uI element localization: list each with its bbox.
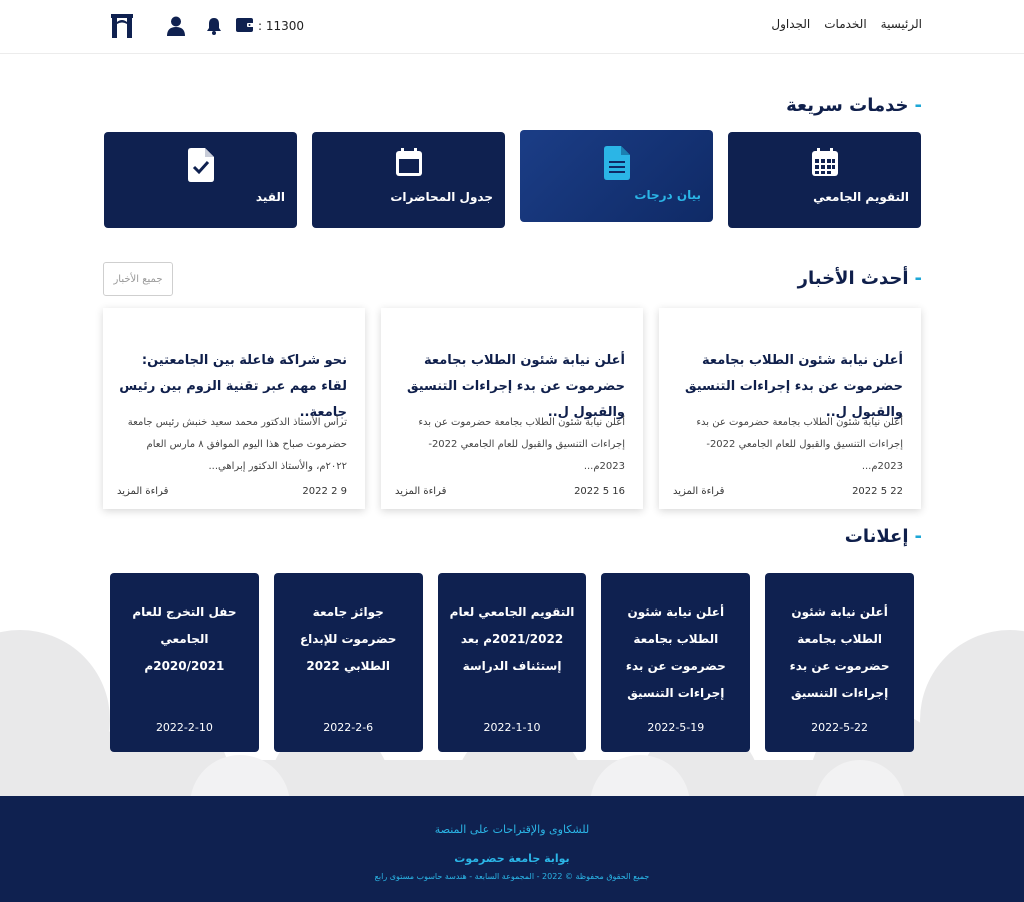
- wallet-icon: [236, 17, 254, 36]
- document-icon: [604, 146, 630, 184]
- nav-links: [771, 17, 922, 31]
- announcement-title: أعلن نيابة شئون الطلاب بجامعة حضرموت عن بدء إجراءات التنسيق: [789, 605, 890, 700]
- quick-services: [103, 132, 921, 228]
- service-university-calendar[interactable]: [728, 132, 921, 228]
- service-registration[interactable]: [104, 132, 297, 228]
- announcement-card[interactable]: [110, 573, 259, 752]
- service-grades-statement[interactable]: [520, 130, 713, 222]
- service-label: القيد: [255, 190, 285, 204]
- nav-link-tables[interactable]: الجداول: [771, 17, 811, 31]
- news-date: 9 2 2022: [302, 486, 347, 497]
- announcement-title: أعلن نيابة شئون الطلاب بجامعة حضرموت عن بدء إجراءات التنسيق: [625, 605, 726, 700]
- news-headline[interactable]: أعلن نيابة شئون الطلاب بجامعة حضرموت عن بدء إجراءات التنسيق والقبول ل..: [407, 353, 625, 420]
- announcement-date: 2022-2-10: [155, 721, 213, 734]
- all-news-button[interactable]: جميع الأخبار: [103, 262, 173, 296]
- announcement-title: حفل التخرج للعام الجامعي 2020/2021م: [132, 605, 237, 673]
- read-more-link[interactable]: قراءة المزيد: [673, 486, 725, 497]
- news-footer: [673, 486, 903, 497]
- complaints-link[interactable]: للشكاوى والإقتراحات على المنصة: [434, 823, 590, 836]
- announcement-title: جوائز جامعة حضرموت للإبداع الطلابي 2022: [299, 605, 397, 673]
- top-navbar: [0, 0, 1024, 54]
- read-more-link[interactable]: قراءة المزيد: [117, 486, 169, 497]
- calendar-icon: [396, 148, 422, 180]
- quick-services-title: - خدمات سريعة: [786, 95, 922, 116]
- news-date: 16 5 2022: [574, 486, 625, 497]
- portal-name: بوابة جامعة حضرموت: [454, 852, 570, 865]
- service-label: بيان درجات: [634, 188, 701, 202]
- announcement-date: 2022-2-6: [323, 721, 374, 734]
- announcement-card[interactable]: [438, 573, 587, 752]
- copyright-text: جميع الحقوق محفوظة © 2022 - المجموعة السابعة - هندسة حاسوب مستوى رابع: [374, 872, 650, 881]
- news-footer: [117, 486, 347, 497]
- announcement-title: التقويم الجامعي لعام 2021/2022م بعد إستئناف الدراسة: [449, 605, 575, 673]
- news-headline[interactable]: أعلن نيابة شئون الطلاب بجامعة حضرموت عن بدء إجراءات التنسيق والقبول ل..: [685, 353, 903, 420]
- service-lecture-schedule[interactable]: [312, 132, 505, 228]
- university-logo-icon[interactable]: [110, 14, 134, 38]
- announcement-card[interactable]: [765, 573, 914, 752]
- file-check-icon: [188, 148, 214, 186]
- latest-news-title: - أحدث الأخبار: [797, 268, 922, 289]
- user-icon[interactable]: [164, 14, 188, 38]
- nav-link-services[interactable]: الخدمات: [824, 17, 867, 31]
- bell-icon[interactable]: [202, 14, 226, 38]
- news-list: [103, 308, 921, 509]
- announcement-date: 2022-5-22: [811, 721, 869, 734]
- announcement-card[interactable]: [274, 573, 423, 752]
- service-label: التقويم الجامعي: [813, 190, 909, 204]
- news-excerpt: أعلن نيابة شئون الطلاب بجامعة حضرموت عن بدء إجراءات التنسيق والقبول للعام الجامعي 2022-2023م...: [418, 417, 625, 472]
- news-date: 22 5 2022: [852, 486, 903, 497]
- balance-value: 11300 :: [258, 19, 305, 33]
- service-label: جدول المحاضرات: [390, 190, 493, 204]
- news-footer: [395, 486, 625, 497]
- footer: [0, 796, 1024, 902]
- nav-tools: [110, 14, 304, 38]
- news-excerpt: أعلن نيابة شئون الطلاب بجامعة حضرموت عن بدء إجراءات التنسيق والقبول للعام الجامعي 2022-2023م...: [696, 417, 903, 472]
- read-more-link[interactable]: قراءة المزيد: [395, 486, 447, 497]
- announcement-card[interactable]: [601, 573, 750, 752]
- nav-link-home[interactable]: الرئيسية: [880, 17, 922, 31]
- announcement-date: 2022-1-10: [483, 721, 541, 734]
- announcements-title: - إعلانات: [844, 526, 922, 547]
- wallet-balance[interactable]: [236, 17, 304, 36]
- news-card[interactable]: [103, 308, 365, 509]
- news-card[interactable]: [381, 308, 643, 509]
- calendar-grid-icon: [812, 148, 838, 180]
- news-headline[interactable]: نحو شراكة فاعلة بين الجامعتين: لقاء مهم عبر تقنية الزوم بين رئيس جامعة..: [119, 353, 347, 420]
- news-card[interactable]: [659, 308, 921, 509]
- news-excerpt: ترأس الأستاذ الدكتور محمد سعيد خنبش رئيس جامعة حضرموت صباح هذا اليوم الموافق ٨ مارس العام ٢٠٢٢م، والأستاذ الدكتور إبراهي...: [127, 417, 347, 472]
- announcements-list: [110, 573, 914, 752]
- announcement-date: 2022-5-19: [647, 721, 705, 734]
